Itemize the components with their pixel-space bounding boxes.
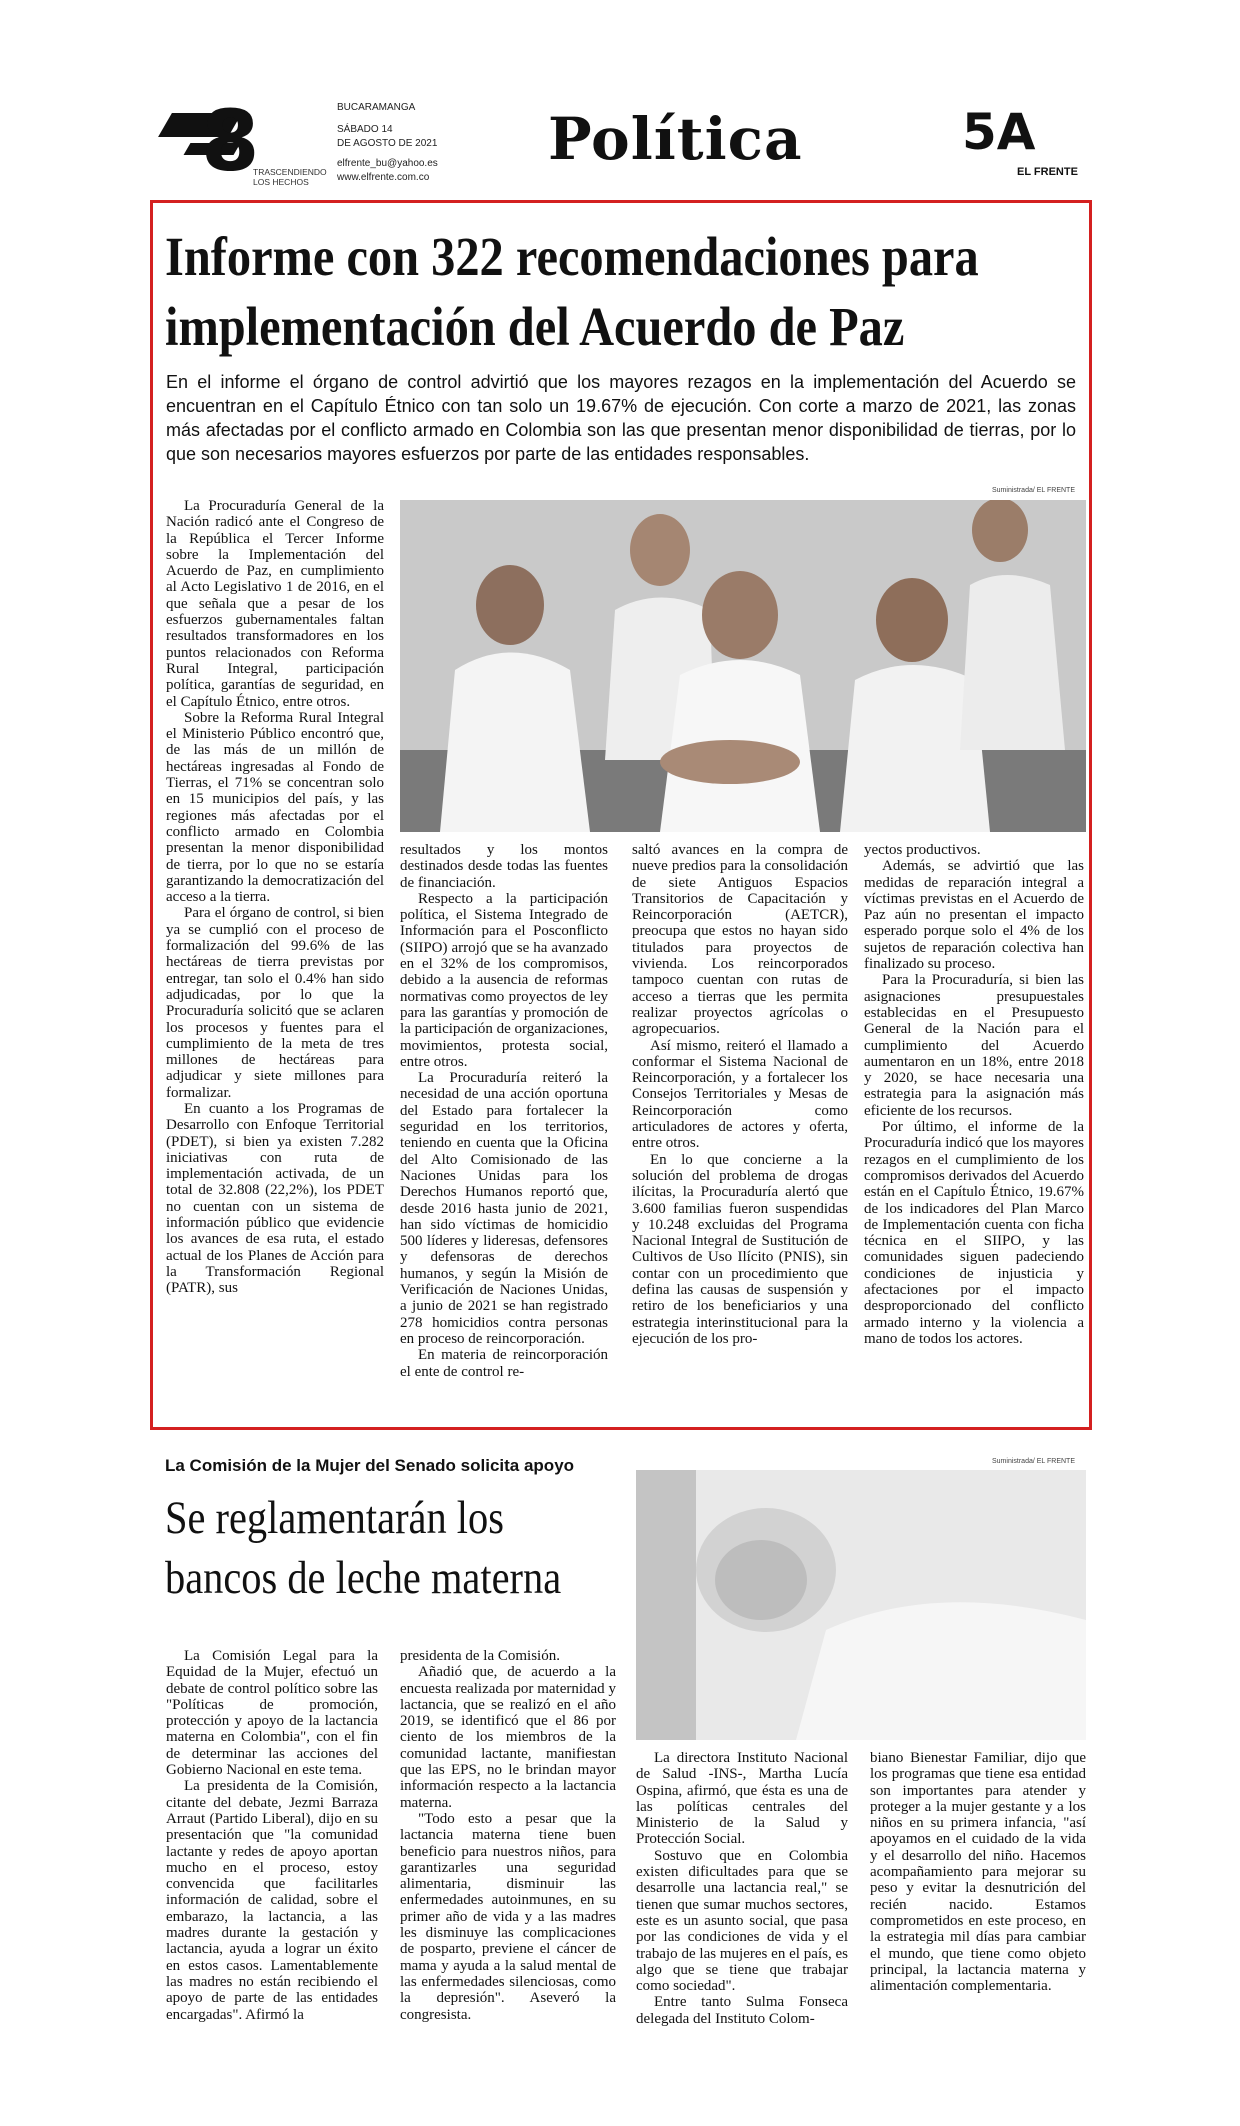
article2-column-1: La Comisión Legal para la Equidad de la Mujer, efectuó un debate de control político sobre las "Políticas de promoción, protección y apoyo de la lactancia materna en Colombia", con el fin de determinar las acciones del Gobierno Nacional en este tema. La presidenta de la Comisión, citante del debate, Jezmi Barraza Arraut (Partido Liberal), dijo en su presentación que "la comunidad lactante y redes de apoyo aportan mucho en el proceso, estoy convencida que facilitarles información de calidad, sobre el embarazo, la lactancia, a las madres durante la gestación y lactancia, ayuda a lograr un éxito en estos casos. Lamentablemente las madres no están recibiendo el apoyo de parte de las entidades encargadas". Afirmó la xyxy=(166,1648,378,2023)
article1-column-3: saltó avances en la compra de nueve predios para la consolidación de siete Antiguos Espacios Transitorios de Capacitación y Reincorporación (AETCR), preocupa que estos no hayan sido titulados para proyectos de vivienda. Los reincorporados tampoco cuentan con rutas de acceso a tierras que les permita realizar proyectos agrícolas o agropecuarios. Así mismo, reiteró el llamado a conformar el Sistema Nacional de Reincorporación, y a fortalecer los Consejos Territoriales y Mesas de Reincorporación como articuladores de actores y oferta, entre otros. En lo que concierne a la solución del problema de drogas ilícitas, la Procuraduría alertó que 3.600 familias fueron suspendidas y 10.248 excluidas del Programa Nacional Integral de Sustitución de Cultivos de Uso Ilícito (PNIS), sin contar con un procedimiento que defina las causas de suspensión y retiro de los beneficiarios y una estrategia interinstitucional para la ejecución de los pro- xyxy=(632,842,848,1347)
leaders-handshake-photo xyxy=(400,500,1086,832)
article2-column-2: presidenta de la Comisión. Añadió que, de acuerdo a la encuesta realizada por maternidad y lactancia, que se realizó en el año 2019, se identificó que el 86 por ciento de los miembros de la comunidad lactante, manifiestan que las EPS, no le brindan mayor información respecto a la lactancia materna. "Todo esto a pesar que la lactancia materna tiene buen beneficio para nuestros niños, para garantizarles una seguridad alimentaria, disminuir las enfermedades autoinmunes, en su primer año de vida y a las madres les disminuye las complicaciones de posparto, previene el cáncer de mama y ayuda a la salud mental de las enfermedades silenciosas, como la depresión". Aseveró la congresista. xyxy=(400,1648,616,2023)
newspaper-logo xyxy=(165,92,327,190)
article2-column-3: La directora Instituto Nacional de Salud -INS-, Martha Lucía Ospina, afirmó, que ésta es una de las políticas centrales del Ministerio de la Salud y Protección Social. Sostuvo que en Colombia existen dificultades para que se desarrolle una lactancia real," se tienen que sumar muchos sectores, este es un asunto social, que pasa por las condiciones de vida y el trabajo de las mujeres en el país, es algo que se tiene que trabajar como sociedad". Entre tanto Sulma Fonseca delegada del Instituto Colom- xyxy=(636,1750,848,2027)
photo-credit: Suministrada/ EL FRENTE xyxy=(992,1458,1075,1465)
article1-column-4: yectos productivos. Además, se advirtió que las medidas de reparación integral a víctimas previstas en el Acuerdo de Paz aún no presentan el impacto esperado porque solo el 4% de los sujetos de reparación colectiva han finalizado su proceso. Para la Procuraduría, si bien las asignaciones presupuestales establecidas en el Presupuesto General de la Nación para el cumplimiento del Acuerdo aumentaron en un 18%, entre 2018 y 2020, se hace necesaria una estrategia para la asignación más eficiente de los recursos. Por último, el informe de la Procuraduría indicó que los mayores rezagos en el cumplimiento de los compromisos derivados del Acuerdo están en el Capítulo Étnico, 19.67% de los indicadores del Plan Marco de Implementación cuenta con ficha técnica en el SIIPO, y las comunidades siguen padeciendo condiciones de injusticia y afectaciones por el impacto desproporcionado del conflicto armado interno y la violencia a mano de todos los actores. xyxy=(864,842,1084,1347)
logo-number: 8 xyxy=(201,92,260,190)
brand-name: EL FRENTE xyxy=(1017,166,1078,178)
baby-breastfeeding-photo xyxy=(636,1470,1086,1740)
photo-credit: Suministrada/ EL FRENTE xyxy=(992,487,1075,494)
article2-headline: Se reglamentarán los bancos de leche materna xyxy=(165,1492,562,1604)
page-number: 5A xyxy=(962,103,1036,161)
article1-column-1: La Procuraduría General de la Nación radicó ante el Congreso de la República el Tercer Informe sobre la Implementación del Acuerdo de Paz, en cumplimiento al Acto Legislativo 1 de 2016, en el que señala que a pesar de los esfuerzos gubernamentales faltan resultados transformadores en los puntos relacionados con Reforma Rural Integral, participación política, garantías de seguridad, en el Capítulo Étnico, entre otros. Sobre la Reforma Rural Integral el Ministerio Público encontró que, de las más de un millón de hectáreas ingresadas al Fondo de Tierras, el 71% se concentran solo en 15 municipios del país, y las regiones más afectadas por el conflicto armado en Colombia presentan la menor disponibilidad de tierra, por lo que no se estaría garantizando la democratización del acceso a la tierra. Para el órgano de control, si bien ya se cumplió con el proceso de formalización del 99.6% de las hectáreas de tierra previstas por entregar, tan solo el 0.4% han sido adjudicadas, por lo que la Procuraduría solicitó que se aclaren los procesos y fuentes para el cumplimiento de la meta de tres millones de hectáreas para adjudicar y siete millones para formalizar. En cuanto a los Programas de Desarrollo con Enfoque Territorial (PDET), si bien ya existen 7.282 iniciativas con ruta de implementación activada, de un total de 32.808 (22,2%), los PDET no cuentan con un sistema de información público que evidencie los avances de esa ruta, el estado actual de los Planes de Acción para la Transformación Regional (PATR), sus xyxy=(166,498,384,1297)
logo-tagline: TRASCENDIENDO LOS HECHOS xyxy=(253,167,327,187)
date-line-1: SÁBADO 14 xyxy=(337,124,393,135)
article2-kicker: La Comisión de la Mujer del Senado solicita apoyo xyxy=(165,1456,575,1475)
website: www.elfrente.com.co xyxy=(337,172,430,183)
article-lead: En el informe el órgano de control advirtió que los mayores rezagos en la implementación del Acuerdo se encuentran en el Capítulo Étnico con tan solo un 19.67% de ejecución. Con corte a marzo de 2021, las zonas más afectadas por el conflicto armado en Colombia son las que presentan menor disponibilidad de tierras, por lo que son necesarios mayores esfuerzos por parte de las entidades responsables. xyxy=(166,372,1076,464)
article2-column-4: biano Bienestar Familiar, dijo que los programas que tiene esa entidad son importantes para atender y proteger a la mujer gestante y a los niños en su primera infancia, "así apoyamos en el cuidado de la vida y el desarrollo del niño. Hacemos acompañamiento para mejorar su peso y evitar la desnutrición del recién nacido. Estamos comprometidos en este proceso, en la estrategia mil días para cambiar el mundo, que tiene como objeto principal, la lactancia materna y alimentación complementaria. xyxy=(870,1750,1086,1995)
section-title: Política xyxy=(548,105,803,173)
article-headline: Informe con 322 recomendaciones para implementación del Acuerdo de Paz xyxy=(165,226,979,357)
masthead-info xyxy=(337,102,438,186)
article1-column-2: resultados y los montos destinados desde todas las fuentes de financiación. Respecto a la participación política, el Sistema Integrado de Información para el Posconflicto (SIIPO) arrojó que se ha avanzado en el 32% de los compromisos, debido a la ausencia de reformas normativas como proyectos de ley para las garantías y promoción de la participación de organizaciones, movimientos, protesta social, entre otros. La Procuraduría reiteró la necesidad de una acción oportuna del Estado para fortalecer la seguridad en los territorios, teniendo en cuenta que la Oficina del Alto Comisionado de las Naciones Unidas para los Derechos Humanos reportó que, desde 2016 hasta junio de 2021, han sido víctimas de homicidio 500 líderes y lideresas, defensores y defensoras de derechos humanos, y según la Misión de Verificación de Naciones Unidas, a junio de 2021 se han registrado 278 homicidios contra personas en proceso de reincorporación. En materia de reincorporación el ente de control re- xyxy=(400,842,608,1380)
email: elfrente_bu@yahoo.es xyxy=(337,158,438,169)
date-line-2: DE AGOSTO DE 2021 xyxy=(337,138,438,149)
city: BUCARAMANGA xyxy=(337,102,416,113)
